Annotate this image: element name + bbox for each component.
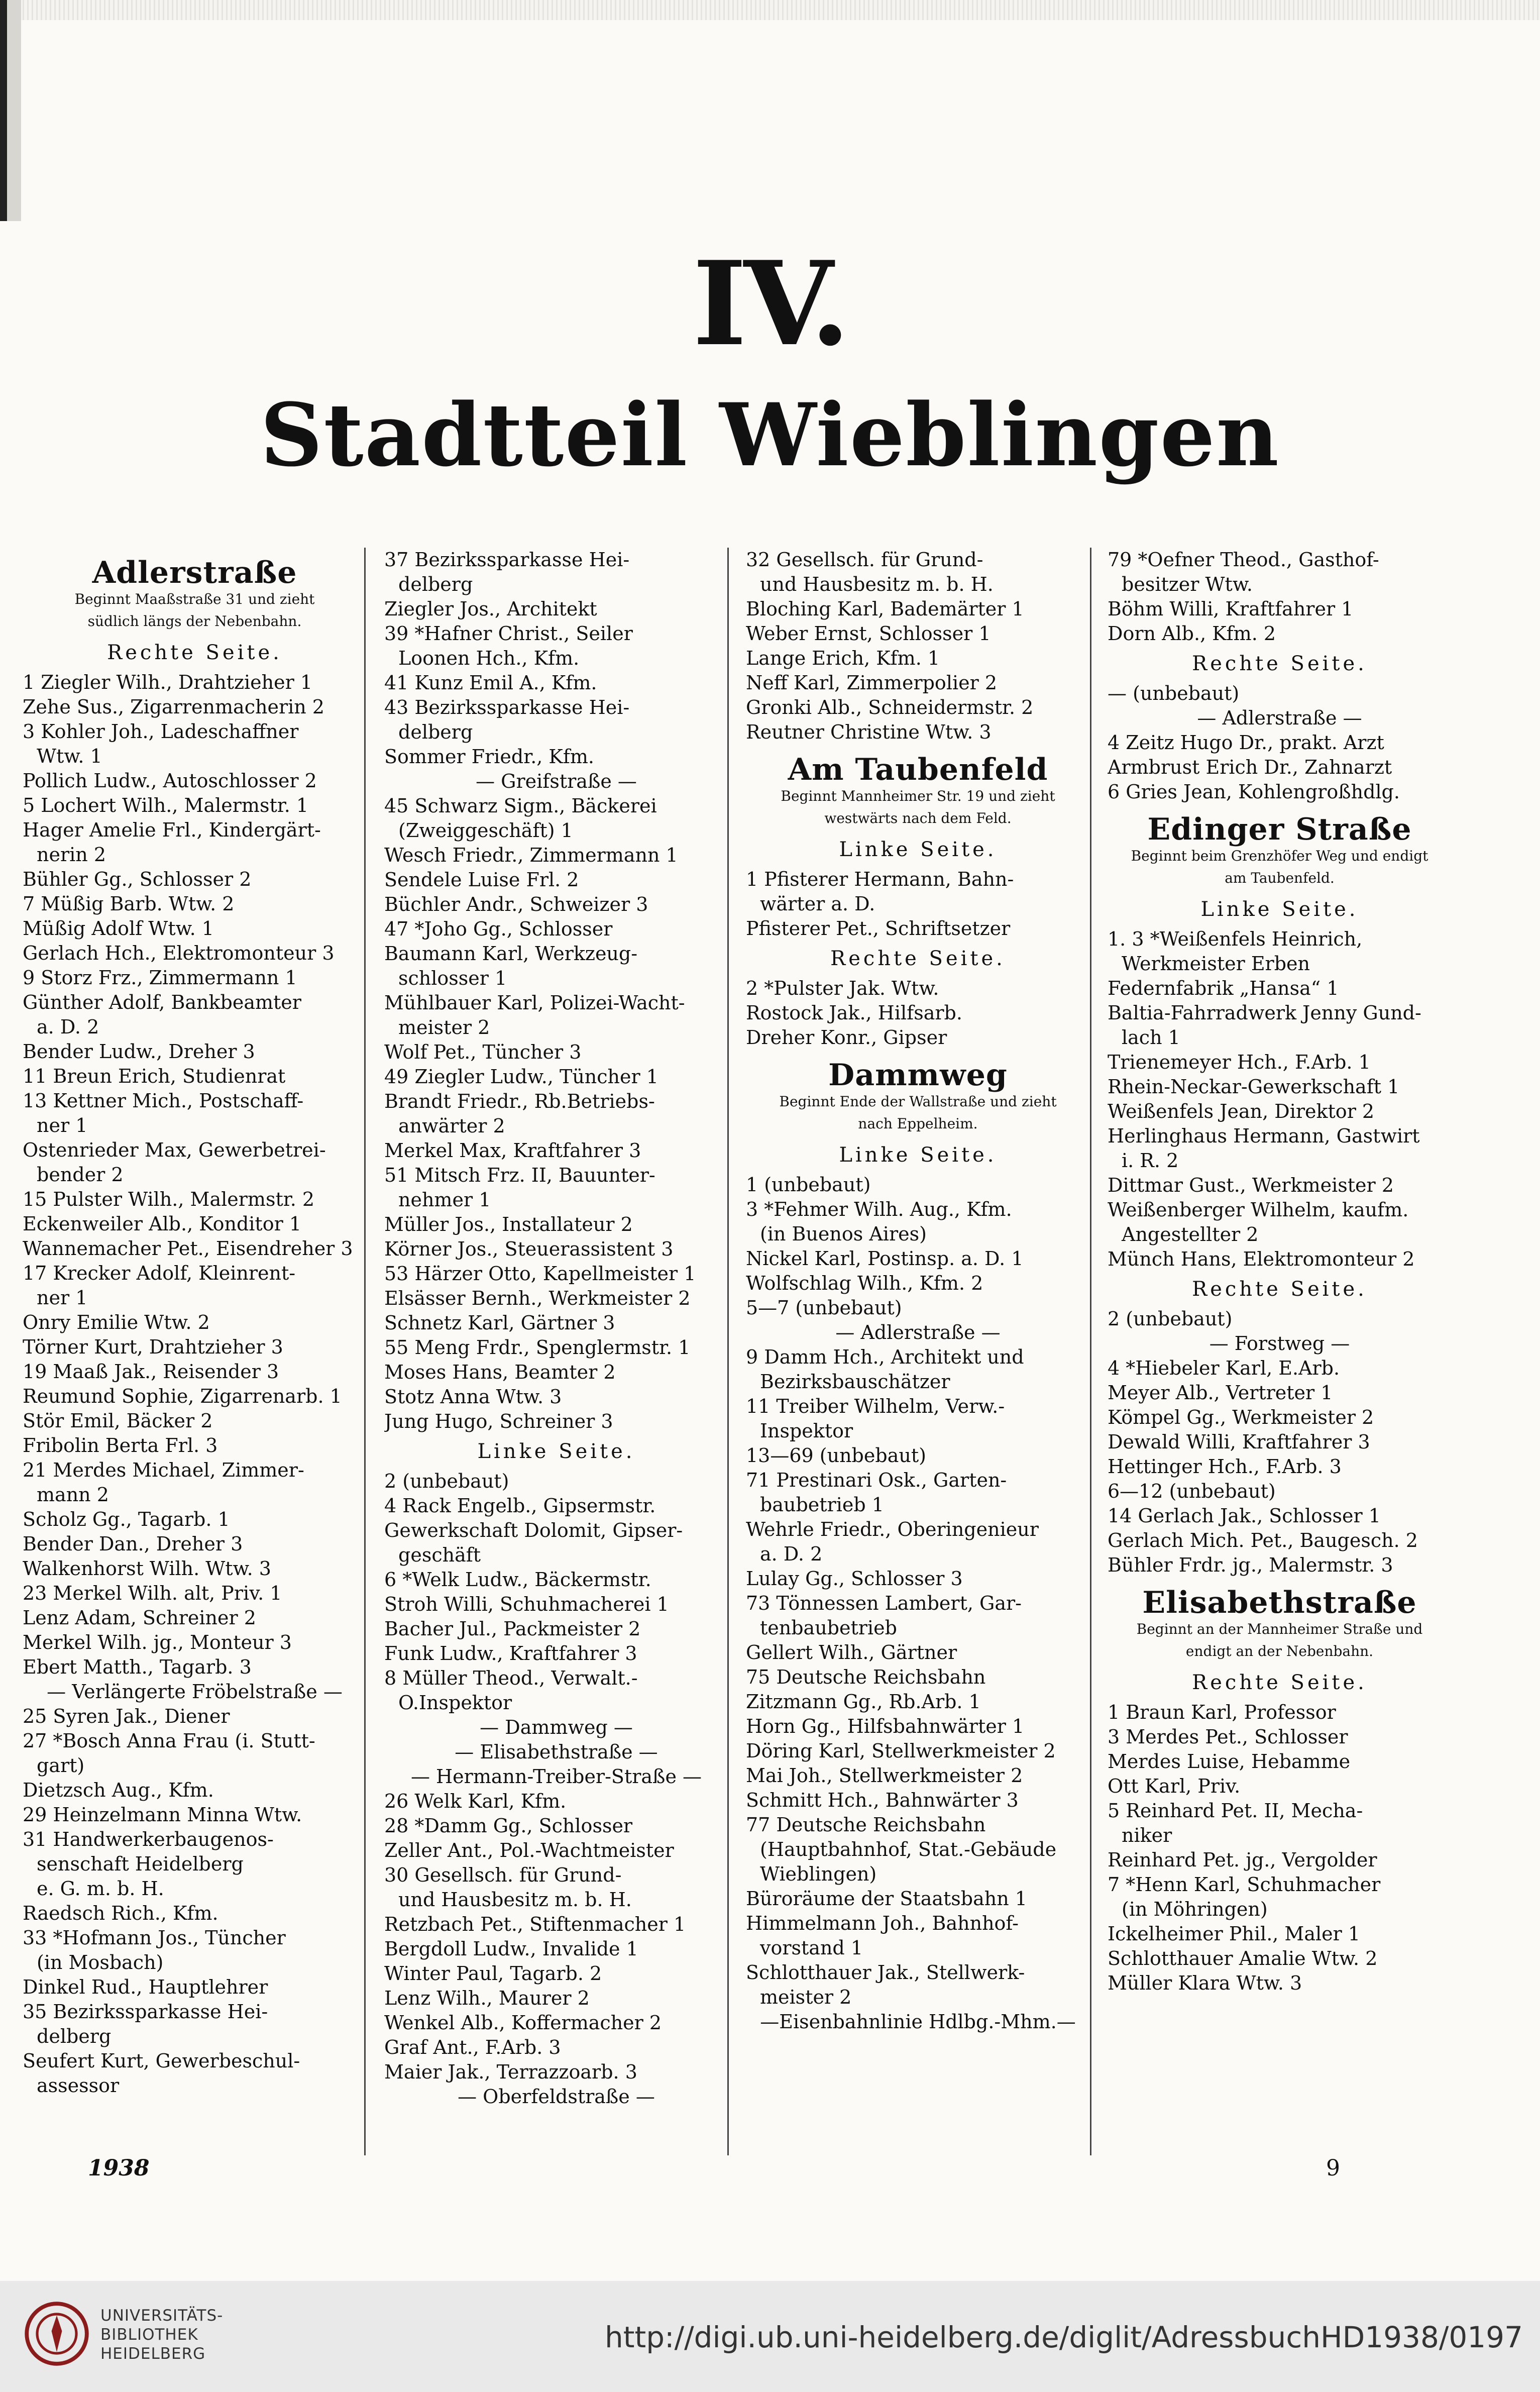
directory-entry: Wolf Pet., Tüncher 3	[384, 1041, 582, 1063]
directory-entry: Weißenfels Jean, Direktor 2	[1108, 1100, 1375, 1122]
entry-continuation: a. D. 2	[37, 1016, 99, 1038]
side-heading: Rechte Seite.	[107, 641, 282, 664]
street-description: Beginnt Mannheimer Str. 19 und zieht	[781, 788, 1055, 804]
entry-continuation: i. R. 2	[1122, 1150, 1179, 1172]
directory-entry: 32 Gesellsch. für Grund-	[746, 549, 983, 571]
directory-entry: 75 Deutsche Reichsbahn	[746, 1666, 986, 1688]
directory-entry: 73 Tönnessen Lambert, Gar-	[746, 1592, 1022, 1614]
directory-entry: 29 Heinzelmann Minna Wtw.	[23, 1804, 302, 1826]
directory-entry: Retzbach Pet., Stiftenmacher 1	[384, 1913, 686, 1935]
directory-entry: Stroh Willi, Schuhmacherei 1	[384, 1593, 669, 1615]
street-description: Beginnt Ende der Wallstraße und zieht	[779, 1093, 1057, 1110]
directory-entry: 3 Merdes Pet., Schlosser	[1108, 1726, 1348, 1748]
directory-entry: 35 Bezirkssparkasse Hei-	[23, 2001, 268, 2023]
directory-entry: Reumund Sophie, Zigarrenarb. 1	[23, 1385, 342, 1407]
library-name-line: UNIVERSITÄTS-	[100, 2307, 224, 2325]
directory-entry: Hager Amelie Frl., Kindergärt-	[23, 819, 321, 841]
directory-entry: 8 Müller Theod., Verwalt.-	[384, 1667, 638, 1689]
entry-continuation: (in Möhringen)	[1122, 1898, 1268, 1920]
cross-street-marker: —Eisenbahnlinie Hdlbg.-Mhm.—	[760, 2011, 1076, 2033]
street-description: endigt an der Nebenbahn.	[1185, 1643, 1374, 1659]
side-heading: Rechte Seite.	[1192, 1671, 1367, 1694]
directory-entry: Meyer Alb., Vertreter 1	[1108, 1382, 1333, 1404]
side-heading: Linke Seite.	[839, 838, 997, 861]
directory-entry: Wannemacher Pet., Eisendreher 3	[23, 1237, 353, 1260]
directory-entry: Müller Klara Wtw. 3	[1108, 1972, 1302, 1994]
directory-entry: 39 *Hafner Christ., Seiler	[384, 622, 633, 645]
directory-entry: Bloching Karl, Bademärter 1	[746, 598, 1024, 620]
directory-entry: Dietzsch Aug., Kfm.	[23, 1779, 214, 1801]
directory-column-1	[23, 548, 367, 2155]
street-title: Am Taubenfeld	[788, 752, 1048, 787]
directory-entry: 1 Ziegler Wilh., Drahtzieher 1	[23, 671, 312, 693]
directory-entry: Himmelmann Joh., Bahnhof-	[746, 1912, 1019, 1934]
side-heading: Linke Seite.	[477, 1440, 635, 1463]
directory-entry: Lulay Gg., Schlosser 3	[746, 1568, 963, 1590]
directory-entry: 13—69 (unbebaut)	[746, 1444, 926, 1467]
entry-continuation: tenbaubetrieb	[760, 1617, 897, 1639]
entry-continuation: e. G. m. b. H.	[37, 1878, 164, 1900]
entry-continuation: Werkmeister Erben	[1122, 953, 1310, 975]
directory-entry: 7 Müßig Barb. Wtw. 2	[23, 893, 235, 915]
directory-entry: Lange Erich, Kfm. 1	[746, 647, 940, 669]
directory-entry: Stör Emil, Bäcker 2	[23, 1410, 213, 1432]
directory-entry: Nickel Karl, Postinsp. a. D. 1	[746, 1247, 1024, 1270]
entry-continuation: delberg	[37, 2025, 112, 2047]
directory-entry: 30 Gesellsch. für Grund-	[384, 1864, 622, 1886]
directory-entry: 7 *Henn Karl, Schuhmacher	[1108, 1874, 1381, 1896]
directory-entry: Sendele Luise Frl. 2	[384, 869, 579, 891]
directory-entry: 45 Schwarz Sigm., Bäckerei	[384, 795, 657, 817]
directory-entry: Zeller Ant., Pol.-Wachtmeister	[384, 1839, 674, 1861]
street-description: Beginnt an der Mannheimer Straße und	[1136, 1621, 1423, 1637]
entry-continuation: gart)	[37, 1754, 85, 1777]
directory-entry: 3 Kohler Joh., Ladeschaffner	[23, 720, 299, 743]
directory-entry: Baumann Karl, Werkzeug-	[384, 943, 638, 965]
directory-entry: Törner Kurt, Drahtzieher 3	[23, 1336, 283, 1358]
street-description: westwärts nach dem Feld.	[824, 810, 1012, 826]
directory-entry: Lenz Adam, Schreiner 2	[23, 1607, 256, 1629]
directory-entry: 33 *Hofmann Jos., Tüncher	[23, 1927, 286, 1949]
directory-entry: 26 Welk Karl, Kfm.	[384, 1790, 567, 1812]
directory-entry: Federnfabrik „Hansa“ 1	[1108, 977, 1339, 999]
directory-entry: 6—12 (unbebaut)	[1108, 1480, 1276, 1502]
directory-entry: 55 Meng Frdr., Spenglermstr. 1	[384, 1336, 691, 1359]
entry-continuation: niker	[1122, 1824, 1172, 1846]
directory-entry: Horn Gg., Hilfsbahnwärter 1	[746, 1715, 1025, 1737]
directory-entry: Büchler Andr., Schweizer 3	[384, 893, 648, 915]
directory-entry: Ostenrieder Max, Gewerbetrei-	[23, 1139, 326, 1161]
directory-entry: Mühlbauer Karl, Polizei-Wacht-	[384, 992, 685, 1014]
directory-entry: Bühler Frdr. jg., Malermstr. 3	[1108, 1554, 1393, 1576]
directory-entry: Schlotthauer Amalie Wtw. 2	[1108, 1947, 1378, 1969]
directory-entry: Armbrust Erich Dr., Zahnarzt	[1108, 756, 1392, 778]
cross-street-marker: — Adlerstraße —	[1197, 707, 1362, 729]
directory-entry: Ziegler Jos., Architekt	[384, 598, 597, 620]
directory-entry: Pollich Ludw., Autoschlosser 2	[23, 770, 317, 792]
entry-continuation: anwärter 2	[398, 1115, 505, 1137]
directory-entry: Schnetz Karl, Gärtner 3	[384, 1312, 615, 1334]
directory-entry: 13 Kettner Mich., Postschaff-	[23, 1090, 304, 1112]
entry-continuation: a. D. 2	[760, 1543, 823, 1565]
directory-entry: Merkel Max, Kraftfahrer 3	[384, 1139, 641, 1162]
page-number: 9	[1326, 2155, 1340, 2181]
entry-continuation: nehmer 1	[398, 1189, 491, 1211]
directory-entry: 2 (unbebaut)	[384, 1470, 509, 1492]
directory-entry: Kömpel Gg., Werkmeister 2	[1108, 1406, 1374, 1428]
directory-column-4	[1108, 548, 1452, 2155]
entry-continuation: (in Mosbach)	[37, 1951, 164, 1973]
directory-entry: Reinhard Pet. jg., Vergolder	[1108, 1849, 1377, 1871]
directory-entry: 43 Bezirkssparkasse Hei-	[384, 696, 630, 718]
cross-street-marker: — Greifstraße —	[476, 770, 637, 792]
directory-entry: Rhein-Neckar-Gewerkschaft 1	[1108, 1076, 1400, 1098]
directory-entry: Fribolin Berta Frl. 3	[23, 1434, 218, 1457]
directory-entry: Neff Karl, Zimmerpolier 2	[746, 672, 998, 694]
entry-continuation: assessor	[37, 2074, 120, 2097]
street-description: Beginnt Maaßstraße 31 und zieht	[74, 591, 315, 607]
entry-continuation: ner 1	[37, 1287, 88, 1309]
directory-entry: 1 (unbebaut)	[746, 1174, 871, 1196]
directory-entry: Schlotthauer Jak., Stellwerk-	[746, 1961, 1025, 1984]
directory-entry: 71 Prestinari Osk., Garten-	[746, 1469, 1007, 1491]
directory-entry: 1. 3 *Weißenfels Heinrich,	[1108, 928, 1363, 950]
side-heading: Rechte Seite.	[830, 947, 1006, 970]
directory-entry: Bender Ludw., Dreher 3	[23, 1041, 255, 1063]
entry-continuation: besitzer Wtw.	[1122, 573, 1253, 595]
directory-entry: Elsässer Bernh., Werkmeister 2	[384, 1287, 691, 1309]
entry-continuation: Wtw. 1	[37, 745, 102, 767]
directory-entry: 19 Maaß Jak., Reisender 3	[23, 1361, 279, 1383]
year-mark: 1938	[88, 2155, 150, 2181]
street-title: Adlerstraße	[92, 555, 297, 590]
directory-entry: 79 *Oefner Theod., Gasthof-	[1108, 549, 1379, 571]
street-title: Edinger Straße	[1147, 812, 1412, 847]
directory-entry: Schmitt Hch., Bahnwärter 3	[746, 1789, 1019, 1811]
entry-continuation: delberg	[398, 573, 473, 595]
street-description: nach Eppelheim.	[858, 1115, 978, 1132]
directory-entry: — (unbebaut)	[1108, 682, 1240, 704]
entry-continuation: mann 2	[37, 1484, 109, 1506]
directory-entry: 6 *Welk Ludw., Bäckermstr.	[384, 1569, 651, 1591]
entry-continuation: meister 2	[398, 1016, 490, 1038]
directory-entry: 9 Damm Hch., Architekt und	[746, 1346, 1024, 1368]
directory-entry: Wehrle Friedr., Oberingenieur	[746, 1518, 1039, 1540]
directory-entry: 17 Krecker Adolf, Kleinrent-	[23, 1262, 296, 1284]
cross-street-marker: — Forstweg —	[1209, 1332, 1350, 1355]
directory-entry: 5 Lochert Wilh., Malermstr. 1	[23, 794, 309, 816]
scan-edge-top	[0, 0, 1540, 20]
directory-entry: 4 *Hiebeler Karl, E.Arb.	[1108, 1357, 1340, 1379]
directory-entry: Baltia-Fahrradwerk Jenny Gund-	[1108, 1002, 1421, 1024]
directory-entry: Bergdoll Ludw., Invalide 1	[384, 1938, 638, 1960]
directory-entry: Wenkel Alb., Koffermacher 2	[384, 2012, 662, 2034]
directory-entry: 15 Pulster Wilh., Malermstr. 2	[23, 1188, 315, 1210]
entry-continuation: bender 2	[37, 1164, 124, 1186]
directory-entry: 9 Storz Frz., Zimmermann 1	[23, 967, 297, 989]
directory-entry: 23 Merkel Wilh. alt, Priv. 1	[23, 1582, 282, 1604]
directory-entry: 28 *Damm Gg., Schlosser	[384, 1815, 633, 1837]
directory-entry: Onry Emilie Wtw. 2	[23, 1311, 210, 1333]
directory-entry: Eckenweiler Alb., Konditor 1	[23, 1213, 301, 1235]
entry-continuation: ner 1	[37, 1114, 88, 1136]
directory-entry: Wolfschlag Wilh., Kfm. 2	[746, 1272, 983, 1294]
entry-continuation: nerin 2	[37, 844, 106, 866]
directory-entry: 53 Härzer Otto, Kapellmeister 1	[384, 1263, 696, 1285]
entry-continuation: Inspektor	[760, 1420, 853, 1442]
side-heading: Rechte Seite.	[1192, 1278, 1367, 1301]
directory-entry: Reutner Christine Wtw. 3	[746, 721, 992, 743]
directory-entry: 21 Merdes Michael, Zimmer-	[23, 1459, 304, 1481]
entry-continuation: senschaft Heidelberg	[37, 1853, 244, 1875]
entry-continuation: delberg	[398, 721, 473, 743]
directory-entry: 25 Syren Jak., Diener	[23, 1705, 230, 1727]
entry-continuation: baubetrieb 1	[760, 1494, 884, 1516]
directory-entry: Funk Ludw., Kraftfahrer 3	[384, 1642, 637, 1665]
cross-street-marker: — Oberfeldstraße —	[458, 2086, 655, 2108]
street-description: südlich längs der Nebenbahn.	[87, 613, 302, 630]
directory-entry: Bühler Gg., Schlosser 2	[23, 868, 252, 890]
directory-entry: Scholz Gg., Tagarb. 1	[23, 1508, 230, 1530]
source-url-link[interactable]: http://digi.ub.uni-heidelberg.de/diglit/AdressbuchHD1938/0197	[604, 2320, 1523, 2354]
entry-continuation: (Hauptbahnhof, Stat.-Gebäude	[760, 1838, 1057, 1860]
directory-entry: 6 Gries Jean, Kohlengroßhdlg.	[1108, 781, 1400, 803]
directory-entry: Weber Ernst, Schlosser 1	[746, 622, 991, 645]
cross-street-marker: — Adlerstraße —	[835, 1321, 1001, 1343]
directory-entry: Lenz Wilh., Maurer 2	[384, 1987, 590, 2009]
entry-continuation: und Hausbesitz m. b. H.	[760, 573, 994, 595]
directory-entry: Müßig Adolf Wtw. 1	[23, 917, 214, 940]
entry-continuation: (in Buenos Aires)	[760, 1223, 927, 1245]
directory-entry: Müller Jos., Installateur 2	[384, 1213, 633, 1235]
library-name	[100, 2306, 223, 2363]
directory-column-2	[384, 548, 728, 2155]
directory-entry: 31 Handwerkerbaugenos-	[23, 1828, 274, 1850]
library-name-line: HEIDELBERG	[100, 2345, 206, 2363]
directory-entry: Bender Dan., Dreher 3	[23, 1533, 243, 1555]
cross-street-marker: — Elisabethstraße —	[455, 1741, 658, 1763]
directory-entry: 3 *Fehmer Wilh. Aug., Kfm.	[746, 1198, 1012, 1220]
directory-entry: Gerlach Mich. Pet., Baugesch. 2	[1108, 1529, 1418, 1551]
directory-entry: 77 Deutsche Reichsbahn	[746, 1814, 986, 1836]
directory-entry: Gronki Alb., Schneidermstr. 2	[746, 696, 1034, 718]
entry-continuation: und Hausbesitz m. b. H.	[398, 1889, 632, 1911]
directory-entry: Seufert Kurt, Gewerbeschul-	[23, 2050, 300, 2072]
street-title: Elisabethstraße	[1142, 1585, 1417, 1620]
directory-entry: Raedsch Rich., Kfm.	[23, 1902, 218, 1924]
directory-entry: Jung Hugo, Schreiner 3	[384, 1410, 613, 1432]
directory-entry: Ebert Matth., Tagarb. 3	[23, 1656, 252, 1678]
directory-entry: Bacher Jul., Packmeister 2	[384, 1618, 641, 1640]
directory-entry: Trienemeyer Hch., F.Arb. 1	[1108, 1051, 1371, 1073]
directory-entry: 5 Reinhard Pet. II, Mecha-	[1108, 1800, 1363, 1822]
directory-entry: Dittmar Gust., Werkmeister 2	[1108, 1174, 1394, 1196]
directory-entry: 41 Kunz Emil A., Kfm.	[384, 672, 597, 694]
directory-entry: Döring Karl, Stellwerkmeister 2	[746, 1740, 1056, 1762]
chapter-title: Stadtteil Wieblingen	[260, 384, 1280, 486]
directory-column-3	[746, 548, 1090, 2155]
chapter-number: IV.	[693, 236, 847, 372]
directory-entry: Ott Karl, Priv.	[1108, 1775, 1241, 1797]
directory-entry: Stotz Anna Wtw. 3	[384, 1386, 562, 1408]
directory-entry: 11 Treiber Wilhelm, Verw.-	[746, 1395, 1005, 1417]
entry-continuation: O.Inspektor	[398, 1692, 512, 1714]
directory-entry: Zitzmann Gg., Rb.Arb. 1	[746, 1691, 981, 1713]
directory-entry: Mai Joh., Stellwerkmeister 2	[746, 1764, 1023, 1787]
entry-continuation: wärter a. D.	[760, 893, 875, 915]
directory-entry: Gerlach Hch., Elektromonteur 3	[23, 942, 335, 964]
directory-entry: 2 (unbebaut)	[1108, 1308, 1233, 1330]
directory-entry: Rostock Jak., Hilfsarb.	[746, 1002, 962, 1024]
directory-entry: Winter Paul, Tagarb. 2	[384, 1962, 602, 1985]
directory-entry: 14 Gerlach Jak., Schlosser 1	[1108, 1505, 1381, 1527]
entry-continuation: Bezirksbauschätzer	[760, 1371, 950, 1393]
directory-entry: 5—7 (unbebaut)	[746, 1297, 902, 1319]
directory-entry: Gellert Wilh., Gärtner	[746, 1641, 957, 1663]
directory-entry: 47 *Joho Gg., Schlosser	[384, 918, 613, 940]
directory-entry: Weißenberger Wilhelm, kaufm.	[1108, 1199, 1409, 1221]
directory-entry: Dreher Konr., Gipser	[746, 1026, 947, 1049]
entry-continuation: Angestellter 2	[1122, 1223, 1259, 1245]
directory-entry: Ickelheimer Phil., Maler 1	[1108, 1923, 1361, 1945]
directory-entry: Merkel Wilh. jg., Monteur 3	[23, 1631, 292, 1653]
directory-entry: 27 *Bosch Anna Frau (i. Stutt-	[23, 1730, 315, 1752]
directory-entry: Sommer Friedr., Kfm.	[384, 746, 594, 768]
directory-entry: Hettinger Hch., F.Arb. 3	[1108, 1455, 1342, 1478]
directory-entry: Wesch Friedr., Zimmermann 1	[384, 844, 678, 866]
entry-continuation: Wieblingen)	[760, 1863, 877, 1885]
directory-entry: Günther Adolf, Bankbeamter	[23, 991, 301, 1013]
directory-entry: 49 Ziegler Ludw., Tüncher 1	[384, 1066, 658, 1088]
entry-continuation: schlosser 1	[398, 967, 507, 989]
university-seal-icon	[24, 2301, 89, 2366]
directory-columns	[23, 548, 1429, 2155]
directory-entry: 1 Pfisterer Hermann, Bahn-	[746, 868, 1014, 890]
cross-street-marker: — Verlängerte Fröbelstraße —	[47, 1681, 343, 1703]
directory-entry: Gewerkschaft Dolomit, Gipser-	[384, 1519, 683, 1541]
directory-entry: 2 *Pulster Jak. Wtw.	[746, 977, 939, 999]
entry-continuation: vorstand 1	[760, 1937, 863, 1959]
street-description: Beginnt beim Grenzhöfer Weg und endigt	[1131, 848, 1428, 864]
directory-entry: Böhm Willi, Kraftfahrer 1	[1108, 598, 1354, 620]
entry-continuation: lach 1	[1122, 1026, 1180, 1049]
scan-edge-left	[0, 0, 21, 221]
directory-entry: Walkenhorst Wilh. Wtw. 3	[23, 1557, 271, 1580]
street-title: Dammweg	[828, 1058, 1008, 1093]
directory-entry: 1 Braun Karl, Professor	[1108, 1701, 1336, 1723]
library-footer	[0, 2281, 1540, 2392]
directory-entry: Herlinghaus Hermann, Gastwirt	[1108, 1125, 1420, 1147]
entry-continuation: geschäft	[398, 1544, 481, 1566]
entry-continuation: Loonen Hch., Kfm.	[398, 647, 580, 669]
directory-entry: Münch Hans, Elektromonteur 2	[1108, 1248, 1415, 1270]
entry-continuation: meister 2	[760, 1986, 852, 2008]
directory-entry: 4 Zeitz Hugo Dr., prakt. Arzt	[1108, 732, 1384, 754]
directory-entry: Büroräume der Staatsbahn 1	[746, 1888, 1027, 1910]
directory-entry: Dinkel Rud., Hauptlehrer	[23, 1976, 268, 1998]
side-heading: Linke Seite.	[839, 1143, 997, 1167]
directory-entry: Merdes Luise, Hebamme	[1108, 1750, 1351, 1773]
side-heading: Linke Seite.	[1200, 898, 1359, 921]
directory-entry: Dewald Willi, Kraftfahrer 3	[1108, 1431, 1370, 1453]
directory-entry: Pfisterer Pet., Schriftsetzer	[746, 917, 1011, 940]
street-description: am Taubenfeld.	[1225, 870, 1335, 886]
directory-entry: 11 Breun Erich, Studienrat	[23, 1065, 286, 1087]
entry-continuation: (Zweiggeschäft) 1	[398, 819, 573, 842]
directory-entry: Maier Jak., Terrazzoarb. 3	[384, 2061, 637, 2083]
cross-street-marker: — Hermann-Treiber-Straße —	[410, 1765, 702, 1788]
directory-entry: Dorn Alb., Kfm. 2	[1108, 622, 1276, 645]
cross-street-marker: — Dammweg —	[480, 1716, 633, 1738]
directory-entry: Körner Jos., Steuerassistent 3	[384, 1238, 674, 1260]
directory-entry: Brandt Friedr., Rb.Betriebs-	[384, 1090, 655, 1112]
directory-entry: 37 Bezirkssparkasse Hei-	[384, 549, 630, 571]
library-name-line: BIBLIOTHEK	[100, 2326, 198, 2344]
side-heading: Rechte Seite.	[1192, 652, 1367, 675]
directory-entry: Graf Ant., F.Arb. 3	[384, 2036, 561, 2058]
directory-entry: 4 Rack Engelb., Gipsermstr.	[384, 1495, 656, 1517]
directory-entry: 51 Mitsch Frz. II, Bauunter-	[384, 1164, 655, 1186]
directory-entry: Moses Hans, Beamter 2	[384, 1361, 616, 1383]
directory-entry: Zehe Sus., Zigarrenmacherin 2	[23, 696, 324, 718]
